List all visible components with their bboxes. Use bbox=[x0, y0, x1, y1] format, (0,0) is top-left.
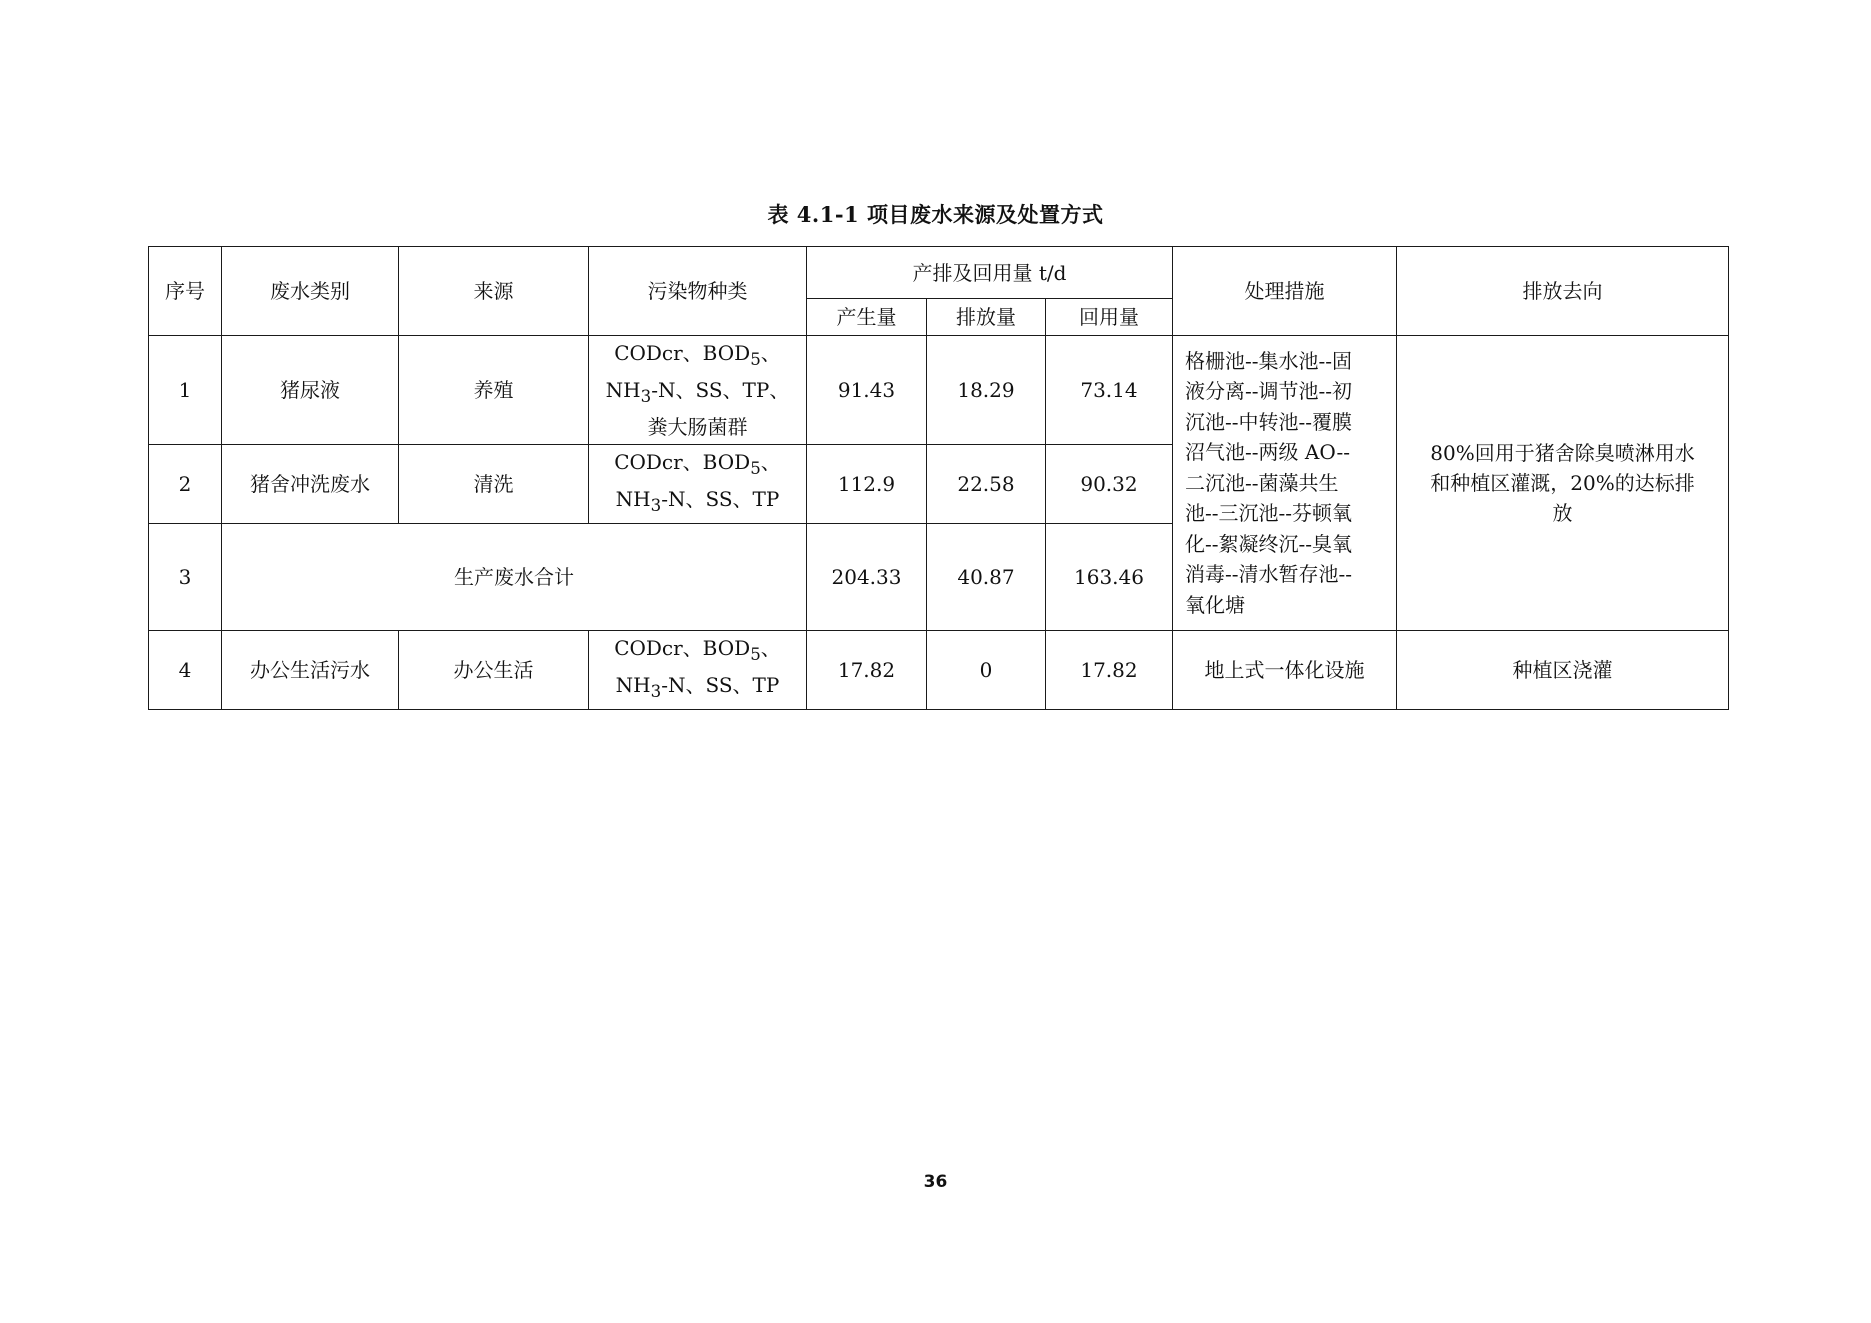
row-discharged: 40.87 bbox=[927, 524, 1046, 631]
header-source: 来源 bbox=[399, 247, 589, 336]
row-type: 猪尿液 bbox=[222, 336, 399, 445]
page-number: 36 bbox=[923, 1172, 948, 1192]
row-discharged: 18.29 bbox=[927, 336, 1046, 445]
row-source: 清洗 bbox=[399, 445, 589, 524]
row-produced: 17.82 bbox=[807, 631, 927, 710]
header-type: 废水类别 bbox=[222, 247, 399, 336]
row-source: 办公生活 bbox=[399, 631, 589, 710]
row-treatment: 地上式一体化设施 bbox=[1173, 631, 1397, 710]
row-type: 办公生活污水 bbox=[222, 631, 399, 710]
table-row bbox=[149, 336, 1729, 445]
row-seq: 1 bbox=[149, 336, 222, 445]
subtotal-label: 生产废水合计 bbox=[222, 524, 807, 631]
row-pollutants: CODcr、$BOD_5$、 $NH_3-N$、SS、TP bbox=[589, 445, 807, 524]
header-seq: 序号 bbox=[149, 247, 222, 336]
row-produced: 112.9 bbox=[807, 445, 927, 524]
row-discharged: 0 bbox=[927, 631, 1046, 710]
header-destination: 排放去向 bbox=[1397, 247, 1729, 336]
row-reused: 90.32 bbox=[1046, 445, 1173, 524]
header-volume-group: 产排及回用量 t/d bbox=[807, 247, 1173, 299]
header-pollutants: 污染物种类 bbox=[589, 247, 807, 336]
row-pollutants: CODcr、$BOD_5$、 $NH_3-N$、SS、TP、 粪大肠菌群 bbox=[589, 336, 807, 445]
row-reused: 73.14 bbox=[1046, 336, 1173, 445]
wastewater-table bbox=[148, 246, 1729, 710]
header-discharged: 排放量 bbox=[927, 299, 1046, 336]
header-treatment: 处理措施 bbox=[1173, 247, 1397, 336]
row-reused: 17.82 bbox=[1046, 631, 1173, 710]
row-discharged: 22.58 bbox=[927, 445, 1046, 524]
row-seq: 4 bbox=[149, 631, 222, 710]
table-title: 表 4.1-1 项目废水来源及处置方式 bbox=[767, 202, 1104, 227]
row-source: 养殖 bbox=[399, 336, 589, 445]
treatment-process-chain: 格栅池--集水池--固 液分离--调节池--初 沉池--中转池--覆膜 沼气池--两级 AO-- 二沉池--菌藻共生 池--三沉池--芬顿氧 化--絮凝终沉--臭氧 消毒--清水暂存池-- 氧化塘 bbox=[1173, 336, 1397, 631]
table-row bbox=[149, 631, 1729, 710]
row-type: 猪舍冲洗废水 bbox=[222, 445, 399, 524]
row-pollutants: CODcr、$BOD_5$、 $NH_3-N$、SS、TP bbox=[589, 631, 807, 710]
row-seq: 2 bbox=[149, 445, 222, 524]
row-reused: 163.46 bbox=[1046, 524, 1173, 631]
header-produced: 产生量 bbox=[807, 299, 927, 336]
header-reused: 回用量 bbox=[1046, 299, 1173, 336]
row-destination: 种植区浇灌 bbox=[1397, 631, 1729, 710]
row-seq: 3 bbox=[149, 524, 222, 631]
header-row-1 bbox=[149, 247, 1729, 299]
row-produced: 91.43 bbox=[807, 336, 927, 445]
discharge-destination: 80%回用于猪舍除臭喷淋用水 和种植区灌溉，20%的达标排 放 bbox=[1397, 336, 1729, 631]
row-produced: 204.33 bbox=[807, 524, 927, 631]
